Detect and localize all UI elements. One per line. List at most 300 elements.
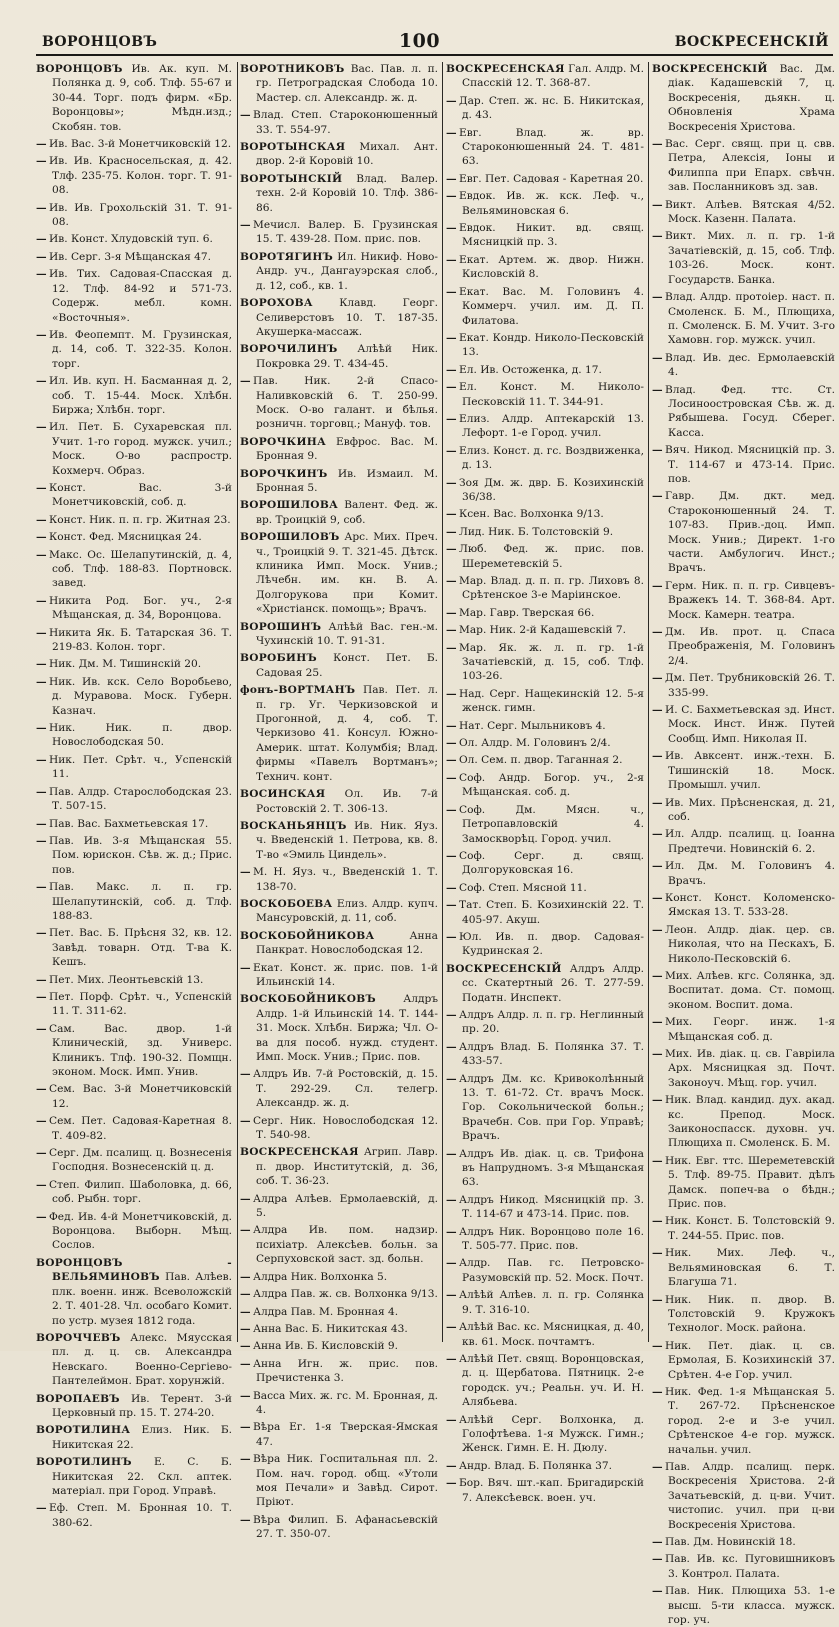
continuation-dash: — xyxy=(240,1288,251,1301)
directory-entry xyxy=(240,108,438,137)
entry-text: Елиз. Конст. д. гс. Воздвиженка, д. 13. xyxy=(459,444,644,472)
directory-entry xyxy=(652,1460,835,1532)
directory-entry xyxy=(240,342,438,371)
directory-entry xyxy=(446,1256,644,1285)
directory-entry xyxy=(446,1225,644,1254)
entry-text: Фед. Ив. 4-й Монетчиковскій, д. Воронцова. Выборн. Мѣщ. Сослов. xyxy=(49,1210,232,1252)
continuation-dash: — xyxy=(36,481,47,494)
directory-entry xyxy=(36,657,232,671)
continuation-dash: — xyxy=(446,1008,457,1021)
directory-entry xyxy=(652,383,835,441)
directory-entry xyxy=(446,1413,644,1456)
continuation-dash: — xyxy=(446,1193,457,1206)
directory-entry xyxy=(652,1214,835,1243)
continuation-dash: — xyxy=(240,1305,251,1318)
directory-entry xyxy=(446,849,644,878)
entry-text: Ел. Конст. М. Николо-Песковскій 11. Т. 344-91. xyxy=(459,381,644,408)
entry-text: Евфрос. Вас. М. Бронная 9. xyxy=(256,435,438,463)
directory-entry xyxy=(652,827,835,856)
continuation-dash: — xyxy=(652,1293,663,1306)
continuation-dash: — xyxy=(446,94,457,107)
directory-entry xyxy=(240,992,438,1064)
continuation-dash: — xyxy=(446,525,457,538)
entry-text: Соф. Дм. Мясн. ч., Петропавловскій 4. Замоскворѣц. Город. учил. xyxy=(459,803,644,845)
directory-entry xyxy=(36,1392,232,1421)
entry-text: Ив. Феопемпт. М. Грузинская, д. 14, соб. Т. 322-35. Колон. торг. xyxy=(49,328,232,370)
entry-text: Ник. Конст. Б. Толстовскій 9. Т. 244-55. Прис. пов. xyxy=(665,1215,835,1242)
directory-entry xyxy=(36,201,232,230)
continuation-dash: — xyxy=(240,1322,251,1335)
entry-text: Гавр. Дм. дкт. мед. Староконюшенный 24. Т. 107-83. Прив.-доц. Имп. Моск. Унив.; Директ. 1-го части. Амбулогич. Инст.; Врачъ. xyxy=(665,490,835,575)
entry-text: Алдръ Дм. кс. Кривоколѣнный 13. Т. 61-72. Ст. врачъ Моск. Гор. Сокольнической больн.; Врачебн. Сов. при Гор. Управѣ; Врачъ. xyxy=(459,1072,644,1143)
entry-text: Люб. Фед. ж. прис. пов. Шереметевскій 5. xyxy=(459,543,644,570)
directory-entry xyxy=(652,859,835,888)
continuation-dash: — xyxy=(446,687,457,700)
entry-text: Елиз. Ник. Б. Никитская 22. xyxy=(52,1424,232,1451)
continuation-dash: — xyxy=(446,253,457,266)
directory-entry xyxy=(446,1072,644,1144)
entry-text: М. Н. Яуз. ч., Введенскій 1. Т. 138-70. xyxy=(253,866,438,893)
entry-text: Над. Серг. Нащекинскій 12. 5-я женск. гимн. xyxy=(459,687,644,715)
directory-entry xyxy=(240,296,438,339)
entry-text: Макс. Ос. Шелапутинскій, д. 4, соб. Тлф. 188-83. Портновск. завед. xyxy=(49,548,232,590)
continuation-dash: — xyxy=(36,548,47,561)
entry-text: Вас. Пав. л. п. гр. Петроградская Слобода 10. Мастер. сл. Александр. ж. д. xyxy=(256,63,438,104)
directory-entry xyxy=(446,1147,644,1190)
entry-text: Конст. Фед. Мясницкая 24. xyxy=(49,531,202,544)
directory-entry xyxy=(240,140,438,169)
entry-text: Пет. Вас. Б. Прѣсня 32, кв. 12. Завѣд. товарн. Отд. Т-ва К. Кешъ. xyxy=(49,927,232,969)
entry-text: Мар. Влад. д. п. п. гр. Лиховъ 8. Срѣтенское 3-е Маріинское. xyxy=(459,575,644,602)
surname-heading: ВОРОНЦОВЪ - ВЕЛЬЯМИНОВЪ xyxy=(36,1256,232,1284)
directory-entry xyxy=(652,1339,835,1382)
continuation-dash: — xyxy=(446,624,457,637)
entry-text: Влад. Алдр. протоіер. наст. п. Смоленск. Б. М., Плющиха, п. Смоленск. Б. М. Учит. 3-го Хамовн. гор. мужск. учил. xyxy=(665,291,835,347)
continuation-dash: — xyxy=(446,543,457,556)
surname-heading: ВОРОШИНЪ xyxy=(240,620,322,633)
continuation-dash: — xyxy=(446,1477,457,1490)
entry-text: Ол. Ив. 7-й Ростовскій 2. Т. 306-13. xyxy=(256,788,438,815)
continuation-dash: — xyxy=(36,531,47,544)
continuation-dash: — xyxy=(36,201,47,214)
directory-entry xyxy=(652,796,835,825)
continuation-dash: — xyxy=(652,704,663,717)
entry-text: Викт. Мих. л. п. гр. 1-й Зачатіевскій, д. 15, соб. Тлф. 103-26. Моск. конт. Государств. Банка. xyxy=(665,230,835,286)
continuation-dash: — xyxy=(36,268,47,281)
entry-text: Ник. Ив. кск. Село Воробьево, д. Муравова. Моск. Губерн. Казнач. xyxy=(49,675,232,717)
directory-entry xyxy=(36,154,232,197)
directory-entry xyxy=(652,290,835,348)
continuation-dash: — xyxy=(240,1068,251,1081)
continuation-dash: — xyxy=(652,383,663,396)
directory-entry xyxy=(36,753,232,782)
directory-entry xyxy=(240,218,438,247)
continuation-dash: — xyxy=(36,881,47,894)
directory-entry xyxy=(652,625,835,668)
continuation-dash: — xyxy=(652,1247,663,1260)
entry-text: Сам. Вас. двор. 1-й Клиническій, зд. Универс. Клиникъ. Тлф. 190-32. Помщн. эконом. Моск. Имп. Унив. xyxy=(49,1022,232,1078)
entry-text: Алдр. Пав. гс. Петровско-Разумовскій пр. 52. Моск. Почт. xyxy=(459,1257,644,1284)
entry-text: Пет. Порф. Срѣт. ч., Успенскій 11. Т. 311-62. xyxy=(49,990,232,1018)
directory-entry xyxy=(652,351,835,380)
entry-text: Соф. Серг. д. свящ. Долгоруковская 16. xyxy=(459,849,644,877)
directory-entry xyxy=(446,898,644,927)
entry-text: Васса Мих. ж. гс. М. Бронная, д. 4. xyxy=(253,1389,438,1416)
entry-text: Ил. Алдр. псалищ. ц. Іоанна Предтечи. Новинскій 6. 2. xyxy=(665,828,835,855)
entry-text: Ив. Конст. Хлудовскій туп. 6. xyxy=(49,233,213,246)
continuation-dash: — xyxy=(446,222,457,235)
directory-entry xyxy=(240,62,438,105)
continuation-dash: — xyxy=(36,834,47,847)
entry-text: Алдра Алѣев. Ермолаевскій, д. 5. xyxy=(253,1192,438,1220)
directory-entry xyxy=(36,1501,232,1530)
directory-entry xyxy=(446,412,644,441)
entry-text: Пет. Мих. Леонтьевскій 13. xyxy=(49,973,204,986)
directory-entry xyxy=(446,380,644,409)
directory-entry xyxy=(240,1114,438,1143)
entry-text: Пав. Вас. Бахметьевская 17. xyxy=(49,817,209,830)
continuation-dash: — xyxy=(36,753,47,766)
directory-entry xyxy=(446,719,644,733)
directory-entry xyxy=(36,785,232,814)
continuation-dash: — xyxy=(36,1115,47,1128)
entry-text: Арс. Мих. Преч. ч., Троицкій 9. Т. 321-45. Дѣтск. клиника Имп. Моск. Унив.; Лѣчебн. им. кн. В. А. Долгорукова при Комит. «Христіанск. помощь»; Врачъ. xyxy=(256,531,438,616)
surname-heading: ВОСКРЕСЕНСКАЯ xyxy=(446,63,565,75)
entry-text: Алдра Ив. пом. надзир. психіатр. Алексѣев. больн. за Серпуховской заст. зд. больн. xyxy=(253,1224,438,1266)
surname-heading: ВОРОЧЧЕВЪ xyxy=(36,1331,121,1344)
entry-text: Пав. Дм. Новинскій 18. xyxy=(665,1536,796,1548)
entry-text: Дм. Ив. прот. ц. Спаса Преображенія, М. Головинъ 2/4. xyxy=(665,626,835,667)
directory-entry xyxy=(240,1339,438,1353)
directory-entry xyxy=(36,880,232,923)
continuation-dash: — xyxy=(652,1553,663,1566)
surname-heading: фонъ-ВОРТМАНЪ xyxy=(240,684,356,697)
directory-entry xyxy=(446,641,644,684)
continuation-dash: — xyxy=(36,785,47,798)
continuation-dash: — xyxy=(240,961,251,974)
entry-text: Алдръ Ив. діак. ц. св. Трифона въ Напрудномъ. 3-я Мѣщанская 63. xyxy=(459,1147,644,1189)
directory-entry xyxy=(36,513,232,527)
directory-entry xyxy=(446,363,644,377)
directory-entry xyxy=(36,990,232,1019)
entry-text: Пав. Пет. л. п. гр. Уг. Черкизовской и Прогонной, д. 4, соб. Т. Черкизово 41. Консул. Южно-Америк. штат. Колумбія; Влад. фирмы «Павелъ Вортманъ»; Технич. конт. xyxy=(256,684,438,783)
directory-entry xyxy=(652,1385,835,1457)
continuation-dash: — xyxy=(36,1022,47,1035)
continuation-dash: — xyxy=(36,675,47,688)
entry-text: Алдра Пав. ж. св. Волхонка 9/13. xyxy=(253,1288,438,1301)
continuation-dash: — xyxy=(36,421,47,434)
continuation-dash: — xyxy=(36,658,47,671)
entry-text: Ив. Ник. Яуз. ч. Введенскій 1. Петрова, кв. 8. Т-во «Эмиль Циндель». xyxy=(256,819,438,861)
surname-heading: ВОСИНСКАЯ xyxy=(240,788,326,801)
directory-entry xyxy=(652,923,835,966)
directory-entry xyxy=(240,250,438,293)
entry-text: Влад. Фед. ттс. Ст. Лосиноостровская Сѣв. ж. д. Рябышева. Госуд. Сберег. Касса. xyxy=(665,383,835,439)
entry-text: Вѣра Ег. 1-я Тверская-Ямская 47. xyxy=(253,1421,438,1448)
entry-text: Алѣѣй Алѣев. л. п. гр. Солянка 9. Т. 316-10. xyxy=(459,1289,644,1316)
entry-text: Алдръ Ник. Воронцово поле 16. Т. 505-77. Прис. пов. xyxy=(459,1225,644,1253)
continuation-dash: — xyxy=(240,1389,251,1402)
directory-entry xyxy=(240,1389,438,1418)
entry-text: Ник. Мих. Леф. ч., Вельяминовская 6. Т. Благуша 71. xyxy=(665,1247,835,1289)
directory-entry xyxy=(36,973,232,987)
continuation-dash: — xyxy=(652,1385,663,1398)
entry-text: Алекс. Мяусская пл. д. ц. св. Александра Невскаго. Военно-Сергіево-Пантелеймон. Брат. хорунжій. xyxy=(52,1331,232,1388)
continuation-dash: — xyxy=(240,1224,251,1237)
directory-entry xyxy=(240,897,438,926)
continuation-dash: — xyxy=(652,969,663,982)
directory-entry xyxy=(446,771,644,800)
continuation-dash: — xyxy=(36,927,47,940)
continuation-dash: — xyxy=(240,1340,251,1353)
directory-entry xyxy=(446,1040,644,1069)
entry-text: Алдръ Никод. Мясницкій пр. 3. Т. 114-67 и 473-14. Прис. пов. xyxy=(459,1193,644,1221)
continuation-dash: — xyxy=(652,444,663,457)
entry-text: Сем. Пет. Садовая-Каретная 8. Т. 409-82. xyxy=(49,1115,232,1142)
continuation-dash: — xyxy=(446,331,457,344)
surname-heading: ВОРОПАЕВЪ xyxy=(36,1392,120,1405)
entry-text: Алдръ Алдр. сс. Скатертный 26. Т. 277-59. Податн. Инспект. xyxy=(462,962,644,1004)
directory-entry xyxy=(446,803,644,846)
continuation-dash: — xyxy=(240,1357,251,1370)
continuation-dash: — xyxy=(36,328,47,341)
entry-text: Ив. Мих. Прѣсненская, д. 21, соб. xyxy=(665,796,835,823)
continuation-dash: — xyxy=(240,375,251,388)
directory-entry xyxy=(652,1093,835,1151)
directory-entry xyxy=(36,1331,232,1389)
entry-text: Герм. Ник. п. п. гр. Сивцевъ-Вражекъ 14. Т. 368-84. Арт. Моск. Камерн. театра. xyxy=(665,579,835,621)
continuation-dash: — xyxy=(446,606,457,619)
continuation-dash: — xyxy=(36,817,47,830)
directory-entry xyxy=(240,1452,438,1510)
directory-entry xyxy=(240,498,438,527)
entry-text: Ив. Тих. Садовая-Спасская д. 12. Тлф. 84-92 и 571-73. Содерж. мебл. комн. «Восточныя». xyxy=(49,268,232,324)
continuation-dash: — xyxy=(36,1178,47,1191)
directory-entry xyxy=(446,606,644,620)
continuation-dash: — xyxy=(36,155,47,168)
entry-text: Пав. Алдр. псалищ. перк. Воскресенія Христова. 2-й Зачатьевскій, д. ц-ви. Учит. чистопис. учил. при ц-ви Воскресенія Христова. xyxy=(665,1460,835,1531)
directory-entry xyxy=(446,285,644,328)
continuation-dash: — xyxy=(652,796,663,809)
entry-text: Евг. Пет. Садовая - Каретная 20. xyxy=(459,172,644,185)
directory-entry xyxy=(36,232,232,246)
continuation-dash: — xyxy=(240,1114,251,1127)
directory-entry xyxy=(36,1210,232,1253)
entry-text: Вас. Дм. діак. Кадашевскій 7, ц. Воскресенія, дьякн. ц. Обновленія Храма Воскресенія Христова. xyxy=(668,63,835,133)
entry-text: Мих. Алѣев. кгс. Солянка, зд. Воспитат. дома. Ст. помощ. эконом. Воспит. дома. xyxy=(665,969,835,1011)
entry-text: Евг. Влад. ж. вр. Староконюшенный 24. Т. 481-63. xyxy=(459,126,644,168)
directory-entry xyxy=(652,198,835,227)
entry-text: Соф. Андр. Богор. уч., 2-я Мѣщанская. соб. д. xyxy=(459,771,644,799)
directory-entry xyxy=(652,1293,835,1336)
directory-entry xyxy=(446,542,644,571)
entry-text: Ив. Измаил. М. Бронная 5. xyxy=(256,467,438,494)
continuation-dash: — xyxy=(652,579,663,592)
directory-entry xyxy=(652,703,835,746)
entry-text: Ник. Евг. ттс. Шереметевскій 5. Тлф. 89-75. Правит. дѣлъ Дамск. попеч-ва о бѣдн.; Прис. пов. xyxy=(665,1154,835,1211)
continuation-dash: — xyxy=(652,1154,663,1167)
entry-text: Алѣѣй Ник. Покровка 29. Т. 434-45. xyxy=(256,343,439,370)
directory-entry xyxy=(36,626,232,655)
directory-entry xyxy=(446,1459,644,1473)
entry-text: Анна Ив. Б. Кисловскій 9. xyxy=(253,1340,399,1353)
entry-text: Конст. Вас. 3-й Монетчиковскій, соб. д. xyxy=(49,481,232,509)
entry-text: Зоя Дм. ж. двр. Б. Козихинскій 36/38. xyxy=(459,476,644,503)
directory-entry xyxy=(446,189,644,218)
entry-text: Никита Род. Бог. уч., 2-я Мѣщанская, д. 34, Воронцова. xyxy=(49,594,232,622)
entry-text: Ник. Пет. Срѣт. ч., Успенскій 11. xyxy=(49,753,232,781)
continuation-dash: — xyxy=(36,973,47,986)
continuation-dash: — xyxy=(446,1257,457,1270)
entry-text: Ник. Фед. 1-я Мѣщанская 5. Т. 267-72. Прѣсненское город. 2-е и 3-е учил. Срѣтенское 4-е гор. мужск. начальн. учил. xyxy=(665,1385,835,1456)
entry-text: Ксен. Вас. Волхонка 9/13. xyxy=(459,508,604,521)
directory-entry xyxy=(446,62,644,91)
continuation-dash: — xyxy=(652,1585,663,1598)
entry-text: Анна Вас. Б. Никитская 43. xyxy=(253,1322,408,1335)
entry-text: Степ. Филип. Шаболовка, д. 66, соб. Рыбн. торг. xyxy=(49,1178,232,1206)
entry-text: Ив. Ив. Грохольскій 31. Т. 91-08. xyxy=(49,201,232,229)
directory-entry xyxy=(36,594,232,623)
continuation-dash: — xyxy=(446,1225,457,1238)
entry-text: Елиз. Алдр. Аптекарскій 13. Лефорт. 1-е Город. учил. xyxy=(459,412,644,440)
directory-entry xyxy=(240,1322,438,1336)
entry-text: Мар. Гавр. Тверская 66. xyxy=(459,606,595,619)
entry-text: Алдра Пав. М. Бронная 4. xyxy=(253,1305,399,1318)
entry-text: Алдра Ник. Волхонка 5. xyxy=(253,1270,388,1283)
surname-heading: ВОСКОБОЙНИКОВЪ xyxy=(240,993,376,1006)
entry-text: Конст. Ник. п. п. гр. Житная 23. xyxy=(49,513,231,526)
entry-text: И. С. Бахметьевская зд. Инст. Моск. Инст. Инж. Путей Сообщ. Имп. Николая II. xyxy=(665,704,835,745)
entry-text: Мар. Ник. 2-й Кадашевскій 7. xyxy=(459,624,626,637)
entry-text: Ил. Пет. Б. Сухаревская пл. Учит. 1-го город. мужск. учил.; Моск. О-во распростр. Кохмерч. Образ. xyxy=(49,421,232,477)
directory-entry xyxy=(240,620,438,649)
continuation-dash: — xyxy=(240,109,251,122)
directory-entry xyxy=(652,1535,835,1549)
entry-text: Пав. Макс. л. п. гр. Шелапутинскій, соб. д. Тлф. 188-83. xyxy=(49,881,232,922)
directory-entry xyxy=(446,1352,644,1410)
directory-entry xyxy=(446,1476,644,1505)
surname-heading: ВОРОБИНЪ xyxy=(240,652,317,665)
entry-text: Пав. Ив. 3-я Мѣщанская 55. Пом. юрискон. Сѣв. ж. д.; Прис. пов. xyxy=(49,834,232,876)
entry-text: Ол. Алдр. М. Головинъ 2/4. xyxy=(459,737,611,750)
entry-text: Ел. Ив. Остоженка, д. 17. xyxy=(459,363,602,376)
entry-text: Вяч. Никод. Мясницкій пр. 3. Т. 114-67 и 473-14. Прис. пов. xyxy=(665,444,835,485)
directory-entry xyxy=(652,229,835,287)
entry-text: Леон. Алдр. діак. цер. св. Николая, что на Пескахъ, Б. Николо-Песковскій 6. xyxy=(665,923,835,965)
entry-text: Мар. Як. ж. л. п. гр. 1-й Зачатіевскій, д. 15, соб. Тлф. 103-26. xyxy=(459,641,644,683)
continuation-dash: — xyxy=(652,351,663,364)
directory-entry xyxy=(240,1357,438,1386)
continuation-dash: — xyxy=(240,1270,251,1283)
directory-entry xyxy=(652,1552,835,1581)
entry-text: Конст. Пет. Б. Садовая 25. xyxy=(256,652,438,679)
entry-text: Михал. Ант. двор. 2-й Коровій 10. xyxy=(256,141,438,168)
directory-entry xyxy=(36,420,232,478)
directory-entry xyxy=(240,1192,438,1221)
directory-entry xyxy=(446,753,644,767)
directory-entry xyxy=(240,374,438,432)
directory-entry xyxy=(240,1305,438,1319)
directory-entry xyxy=(240,683,438,784)
directory-entry xyxy=(36,1455,232,1498)
directory-entry xyxy=(652,579,835,622)
directory-entry xyxy=(446,623,644,637)
directory-entry xyxy=(240,530,438,616)
entry-text: Вѣра Ник. Госпитальная пл. 2. Пом. нач. город. общ. «Утоли моя Печали» и Завѣд. Сирот. Пріют. xyxy=(253,1453,438,1509)
continuation-dash: — xyxy=(446,930,457,943)
directory-entry xyxy=(36,721,232,750)
directory-entry xyxy=(446,881,644,895)
entry-text: Алдръ Ив. 7-й Ростовскій, д. 15. Т. 292-29. Сл. телегр. Александр. ж. д. xyxy=(253,1068,438,1110)
surname-heading: ВОРОЧИЛИНЪ xyxy=(240,343,338,356)
continuation-dash: — xyxy=(446,1321,457,1334)
continuation-dash: — xyxy=(446,1289,457,1302)
directory-entry xyxy=(446,126,644,169)
directory-entry xyxy=(446,525,644,539)
directory-entry xyxy=(36,530,232,544)
directory-entry xyxy=(36,548,232,591)
surname-heading: ВОРОШИЛОВА xyxy=(240,499,338,512)
continuation-dash: — xyxy=(240,866,251,879)
continuation-dash: — xyxy=(446,363,457,376)
running-head-left: ВОРОНЦОВЪ xyxy=(42,34,158,50)
continuation-dash: — xyxy=(446,771,457,784)
surname-heading: ВОСКАНЬЯНЦЪ xyxy=(240,819,347,832)
directory-entry xyxy=(240,651,438,680)
surname-heading: ВОСКРЕСЕНСКАЯ xyxy=(240,1146,359,1159)
continuation-dash: — xyxy=(652,891,663,904)
column-4 xyxy=(652,62,835,1627)
continuation-dash: — xyxy=(240,1513,251,1526)
surname-heading: ВОСКОБОЕВА xyxy=(240,897,333,910)
directory-entry xyxy=(36,481,232,510)
continuation-dash: — xyxy=(36,990,47,1003)
directory-entry xyxy=(446,962,644,1005)
entry-text: Ник. Влад. кандид. дух. акад. кс. Препод. Моск. Заиконоспасск. духовн. уч. Плющиха п. Смоленск. Б. М. xyxy=(665,1094,835,1150)
entry-text: Лид. Ник. Б. Толстовскій 9. xyxy=(459,525,614,538)
continuation-dash: — xyxy=(446,849,457,862)
entry-text: Ив. Авксент. инж.-техн. Б. Тишинскій 18. Моск. Промышл. учил. xyxy=(665,750,835,792)
continuation-dash: — xyxy=(446,737,457,750)
surname-heading: ВОРОТИЛИНЪ xyxy=(36,1456,132,1469)
entry-text: Пав. Ив. кс. Пуговишниковъ 3. Контрол. Палата. xyxy=(665,1553,835,1580)
entry-text: Вѣра Филип. Б. Афанасьевскій 27. Т. 350-07. xyxy=(253,1513,438,1541)
continuation-dash: — xyxy=(446,1072,457,1085)
entry-text: Екат. Конст. ж. прис. пов. 1-й Ильинскій 14. xyxy=(253,961,438,988)
directory-entry xyxy=(36,267,232,325)
continuation-dash: — xyxy=(446,1040,457,1053)
continuation-dash: — xyxy=(652,860,663,873)
column-2 xyxy=(240,62,439,1541)
continuation-dash: — xyxy=(36,250,47,263)
entry-text: Викт. Алѣев. Вятская 4/52. Моск. Казенн. Палата. xyxy=(665,198,835,226)
surname-heading: ВОРОТЫНСКІЙ xyxy=(240,172,343,185)
entry-text: Алдръ Алдр. л. п. гр. Неглинный пр. 20. xyxy=(459,1008,644,1036)
directory-entry xyxy=(652,489,835,575)
continuation-dash: — xyxy=(446,444,457,457)
directory-entry xyxy=(446,253,644,282)
continuation-dash: — xyxy=(446,1459,457,1472)
entry-text: Вас. Серг. свящ. при ц. свв. Петра, Алексія, Іоны и Филиппа при Епарх. свѣчн. зав. Посланниковъ зд. зав. xyxy=(665,138,835,194)
directory-entry xyxy=(240,961,438,990)
continuation-dash: — xyxy=(652,672,663,685)
continuation-dash: — xyxy=(36,375,47,388)
directory-entry xyxy=(652,891,835,920)
directory-entry xyxy=(652,1154,835,1212)
entry-text: Андр. Влад. Б. Полянка 37. xyxy=(459,1459,612,1472)
continuation-dash: — xyxy=(240,1453,251,1466)
directory-entry xyxy=(240,787,438,816)
